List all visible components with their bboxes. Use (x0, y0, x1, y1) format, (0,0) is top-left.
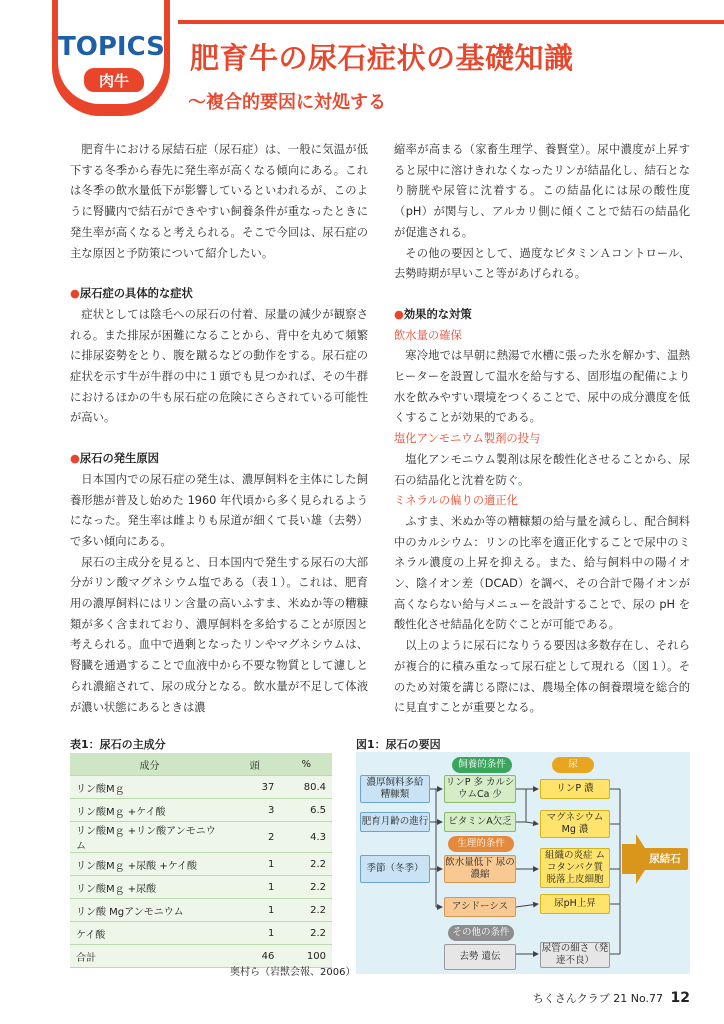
article-column-2 (394, 140, 690, 719)
page-footer (533, 990, 690, 1006)
table-header-row (70, 753, 332, 776)
table-row (70, 853, 332, 876)
table-cell: 3 (229, 799, 280, 822)
table-cell: 100 (280, 945, 332, 968)
urine-inflammation: 組織の炎症 ムコタンパク質 脱落上皮細胞 (540, 848, 610, 888)
table-source: 奥村ら（岩獣会報、2006） (230, 967, 356, 978)
table-header: % (280, 753, 332, 776)
label-feeding-conditions: 飼養的条件 (452, 757, 512, 773)
table-cell: 2 (229, 822, 280, 853)
table-row (70, 876, 332, 899)
table-cell: ケイ酸 (70, 922, 229, 945)
table-row (70, 822, 332, 853)
measure-heading-water: 飲水量の確保 (394, 328, 462, 342)
table-cell: 2.2 (280, 899, 332, 922)
causes-paragraph-1: 日本国内での尿石症の発生は、濃厚飼料を主体にした飼養形態が普及し始めた 1960 年代頃から多く見られるようになった。発生率は雌よりも尿道が細くて長い雄（去勢）で多い傾向にある。 (70, 472, 368, 548)
table-cell: 1 (229, 853, 280, 876)
section-heading-symptoms (70, 284, 368, 305)
factor-fattening-age: 肥育月齢の進行 (360, 812, 430, 832)
intro-paragraph: 肥育牛における尿結石症（尿石症）は、一般に気温が低下する冬季から春先に発生率が高くなる傾向にある。これは冬季の飲水量低下が影響しているといわれるが、このように腎臓内で結石ができやすい飼養条件が重なったときに発生率が高くなると考えられる。そこで今回は、尿石症の主な原因と予防策について紹介したい。 (70, 143, 368, 260)
table-header: 頭 (229, 753, 280, 776)
page-number: 12 (670, 990, 690, 1006)
label-other-conditions: その他の条件 (448, 925, 514, 941)
table-cell: リン酸 Mgアンモニウム (70, 899, 229, 922)
table-row (70, 799, 332, 822)
topics-badge-inner (58, 0, 164, 104)
figure-title: 図1：尿石の要因 (356, 738, 441, 751)
table-cell: 4.3 (280, 822, 332, 853)
factor-acidosis: アシドーシス (444, 897, 516, 917)
other-factors-paragraph: その他の要因として、過度なビタミンＡコントロール、去勢時期が早いこと等があげられる。 (394, 246, 690, 281)
table-header: 成分 (70, 753, 229, 776)
result-urolith: 尿結石 (642, 848, 688, 870)
section-heading-text: 尿石の発生原因 (79, 452, 159, 466)
label-physiological-conditions: 生理的条件 (448, 836, 514, 852)
causes-continued: 縮率が高まる（家畜生理学、養賢堂）。尿中濃度が上昇すると尿中に溶けきれなくなったリンが結晶化し、結石となり膀胱や尿管に沈着する。この結晶化には尿の酸性度（pH）が関与し、アルカリ側に傾くことで結石の結晶化が促進される。 (394, 143, 690, 239)
table-cell: リン酸Mｇ +尿酸 +ケイ酸 (70, 853, 229, 876)
factor-concentrate-feed: 濃厚飼料多給 糟糠類 (360, 775, 430, 803)
symptoms-paragraph: 症状としては陰毛への尿石の付着、尿量の減少が観察される。また排尿が困難になることから、背中を丸めて頻繁に排尿姿勢をとり、腹を蹴るなどの動作をする。尿石症の症状を示す牛が牛群の中に１頭でも見つかれば、その牛群におけるほかの牛も尿石症の危険にさらされている可能性が高い。 (70, 307, 368, 425)
table-cell: 46 (229, 945, 280, 968)
section-heading-measures (394, 305, 690, 326)
article-column-1 (70, 140, 368, 718)
table-cell: 合計 (70, 945, 229, 968)
measure-mineral-body: ふすま、米ぬか等の糟糠類の給与量を減らし、配合飼料中のカルシウム：リンの比率を適正化することで尿中のミネラル濃度の上昇を抑える。また、給与飼料中の陽イオン、陰イオン差（DCAD）を調べ、その合計で陽イオンが高くならない給与メニューを設計することで、尿の pH を酸性化させ結晶化を防ぐことが可能である。 (394, 514, 690, 632)
page-title: 肥育牛の尿石症状の基礎知識 (190, 41, 574, 75)
category-label: 肉牛 (98, 72, 129, 90)
table-cell: リン酸Mｇ +ケイ酸 (70, 799, 229, 822)
table-cell: 6.5 (280, 799, 332, 822)
composition-table (70, 752, 332, 968)
title-rule (178, 20, 724, 24)
conclusion-paragraph: 以上のように尿石になりうる要因は多数存在し、それらが複合的に積み重なって尿石症として現れる（図１）。そのため対策を講じる際には、農場全体の飼養環境を総合的に見直すことが重要となる。 (394, 639, 690, 715)
measure-water-body: 寒冷地では早朝に熱湯で水槽に張った氷を解かす、温熱ヒーターを設置して温水を給与する、固形塩の配備により水を飲みやすい環境をつくることで、尿中の成分濃度を低くすることが効果的である。 (394, 349, 690, 425)
table-cell: リン酸Mｇ +尿酸 (70, 876, 229, 899)
table-cell: リン酸Mｇ +リン酸アンモニウム (70, 822, 229, 853)
table-cell: 80.4 (280, 776, 332, 799)
page-subtitle: ～複合的要因に対処する (188, 92, 386, 113)
factor-phosphorus-calcium: リンP 多 カルシウムCa 少 (444, 775, 516, 803)
bullet-dot-icon: ● (394, 307, 404, 321)
factor-season: 季節（冬季） (360, 855, 430, 883)
topics-word: TOPICS (58, 32, 165, 62)
urine-ph-rise: 尿pH上昇 (540, 894, 610, 914)
measure-heading-mineral: ミネラルの偏りの適正化 (394, 494, 518, 508)
factor-vitamin-a: ビタミンA欠乏 (444, 812, 516, 832)
table-row (70, 899, 332, 922)
table-cell: リン酸Mｇ (70, 776, 229, 799)
table-cell: 2.2 (280, 876, 332, 899)
bullet-dot-icon: ● (70, 287, 80, 301)
section-heading-text: 効果的な対策 (403, 307, 472, 321)
measure-ammonium-body: 塩化アンモニウム製剤は尿を酸性化させることから、尿石の結晶化と沈着を防ぐ。 (394, 452, 690, 487)
label-urine: 尿 (552, 757, 594, 773)
urine-phosphorus: リンP 濃 (540, 779, 610, 799)
bullet-dot-icon: ● (70, 452, 80, 466)
table-cell: 1 (229, 876, 280, 899)
factor-castration-genetics: 去勢 遺伝 (444, 944, 516, 970)
magazine-name: ちくさんクラブ 21 (532, 992, 628, 1005)
table-cell: 37 (229, 776, 280, 799)
factor-diagram (356, 752, 690, 974)
section-heading-text: 尿石症の具体的な症状 (79, 287, 193, 301)
measure-heading-ammonium: 塩化アンモニウム製剤の投与 (394, 432, 541, 446)
category-tag (84, 68, 150, 94)
table-cell: 1 (229, 899, 280, 922)
issue-number: No.77 (630, 992, 664, 1005)
urine-magnesium: マグネシウム Mg 濃 (540, 810, 610, 838)
table-row (70, 922, 332, 945)
urethra-narrowness: 尿管の細さ（発達不良） (541, 943, 609, 966)
section-heading-causes (70, 449, 368, 470)
table-cell: 2.2 (280, 922, 332, 945)
table-cell: 2.2 (280, 853, 332, 876)
table-row (70, 776, 332, 799)
table-cell: 1 (229, 922, 280, 945)
factor-water-intake: 飲水量低下 尿の濃縮 (444, 855, 516, 883)
table-title: 表1：尿石の主成分 (70, 738, 166, 751)
topics-badge (52, 0, 170, 116)
causes-paragraph-2: 尿石の主成分を見ると、日本国内で発生する尿石の大部分がリン酸マグネシウム塩である（表１）。これは、肥育用の濃厚飼料にはリン含量の高いふすま、米ぬか等の糟糠類が多く含まれており、濃厚飼料を多給することが原因と考えられる。血中で過剰となったリンやマグネシウムは、腎臓を通過することで血液中から不要な物質として濾しとられ濃縮されて、尿の成分となる。飲水量が不足して体液が濃い状態にあるときは濃 (70, 555, 368, 714)
